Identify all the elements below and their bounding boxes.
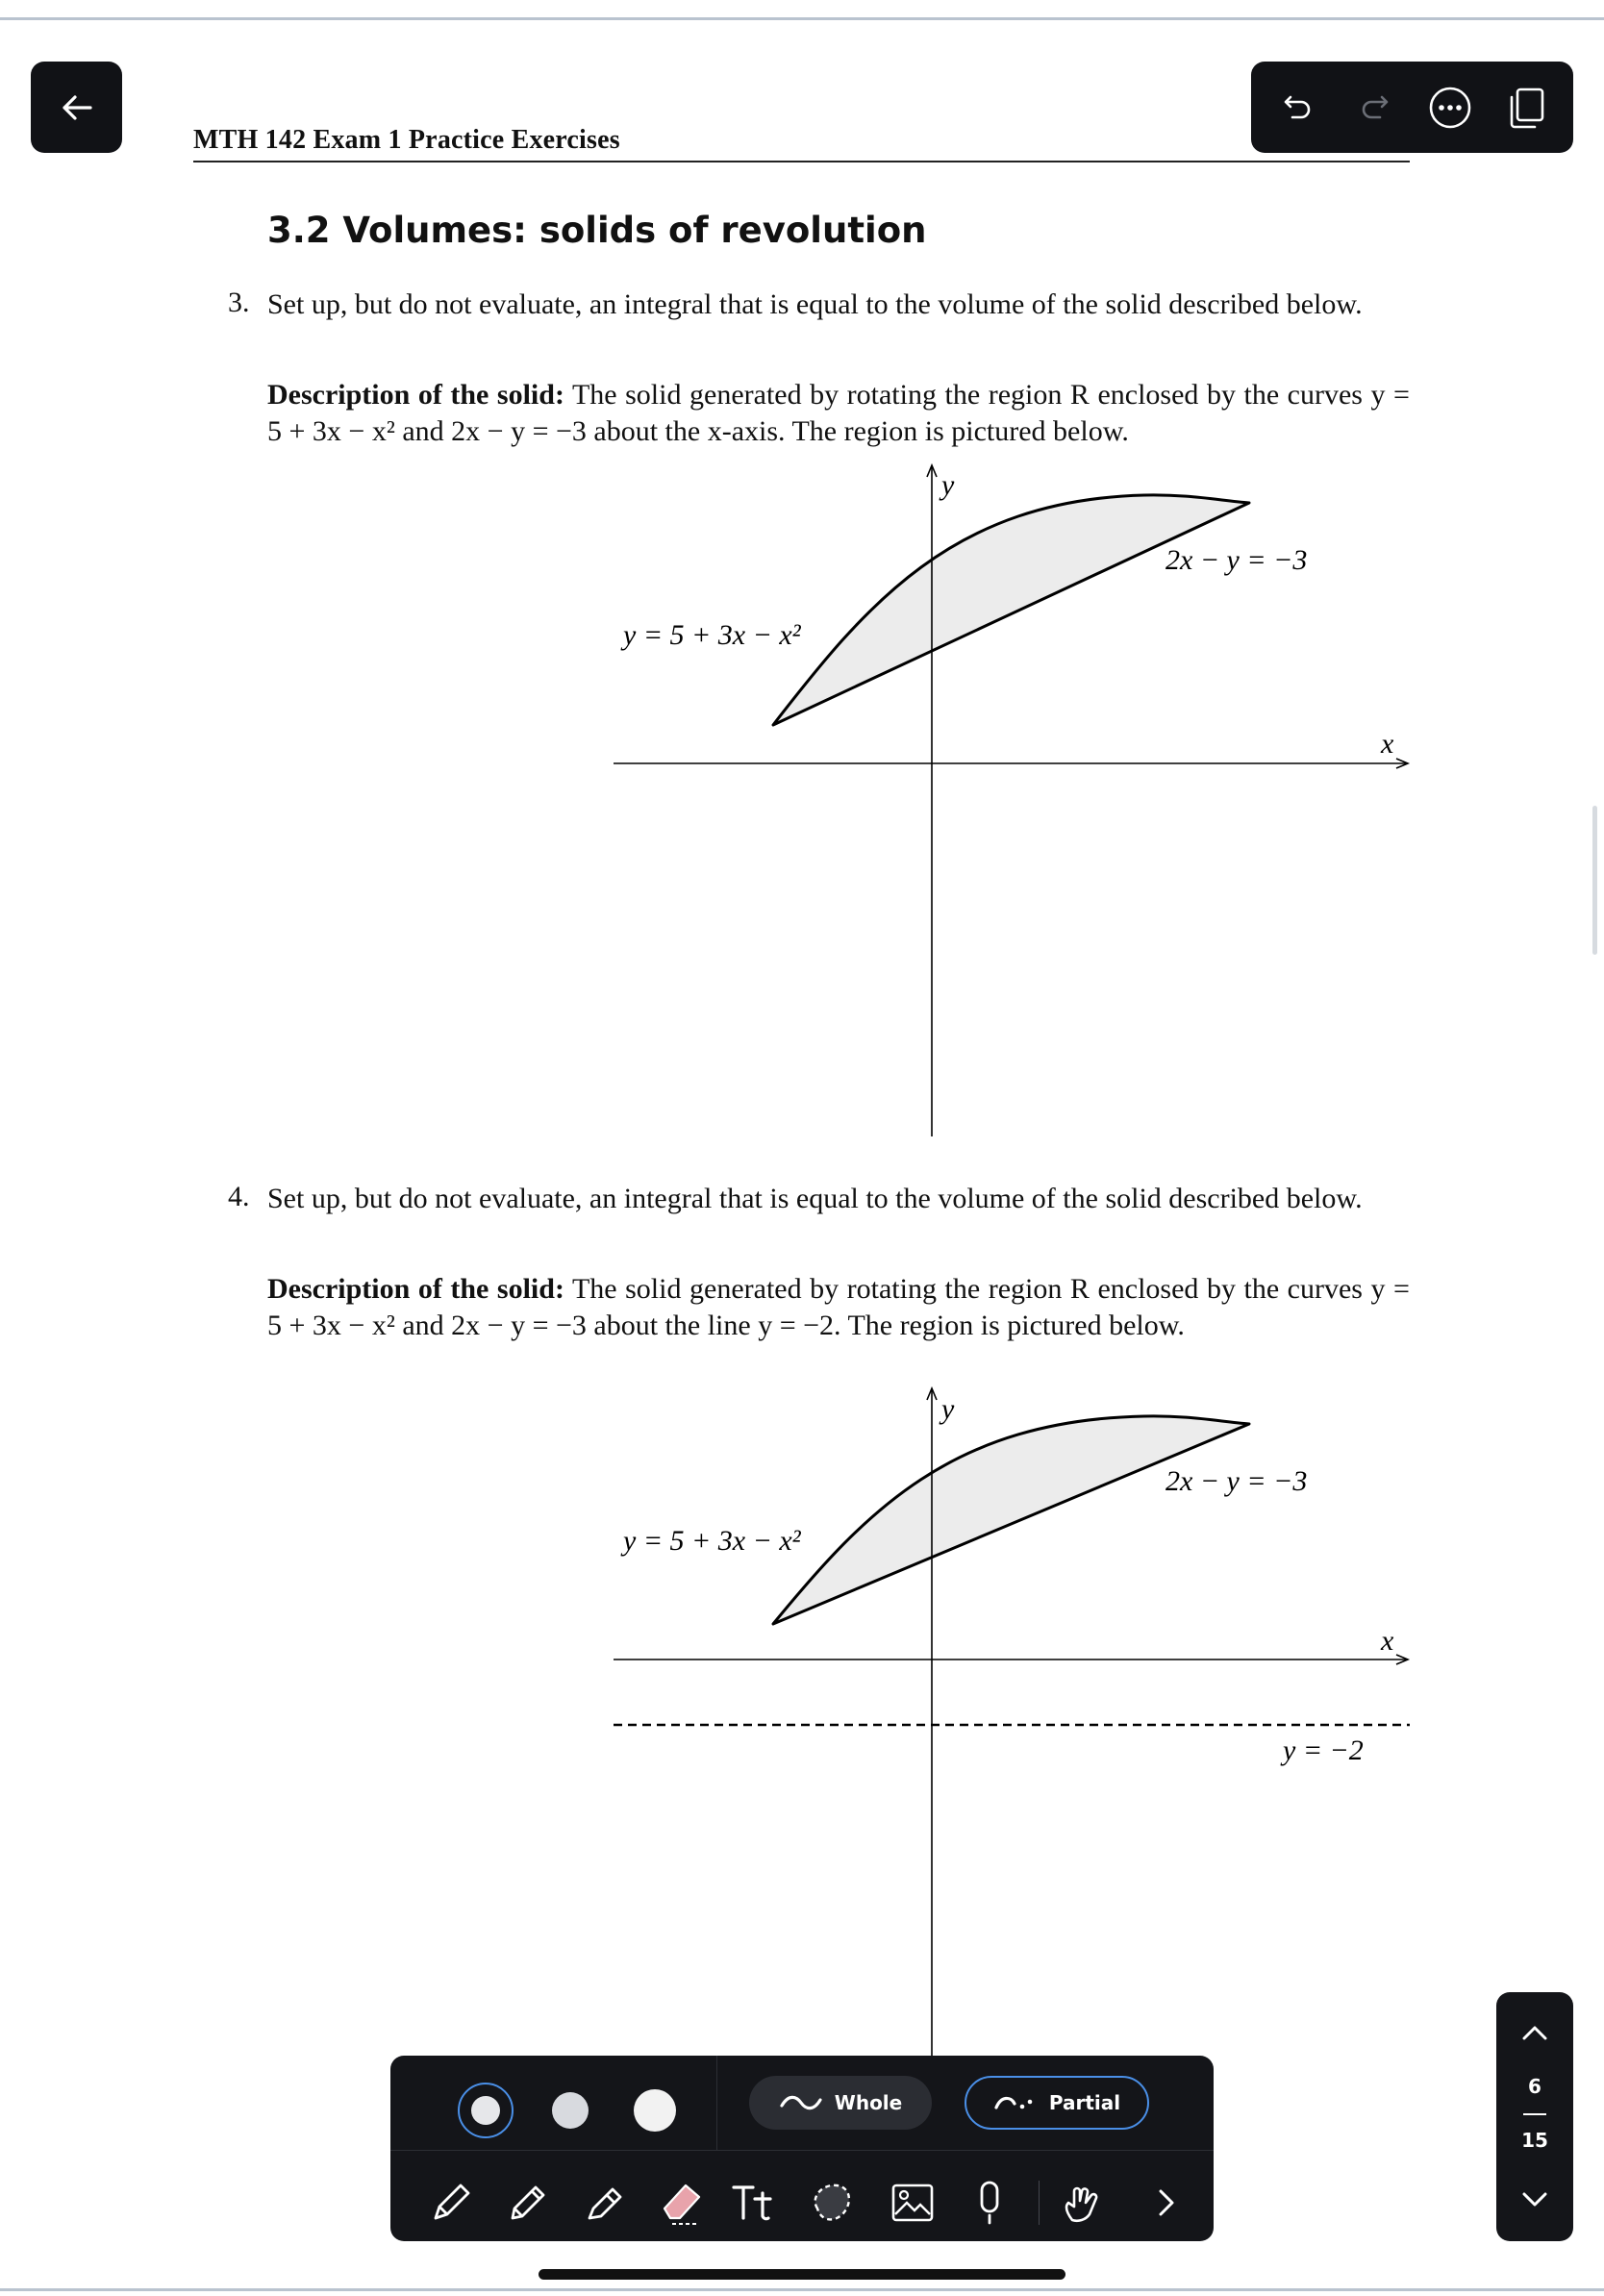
pen-size-dot: [552, 2092, 589, 2129]
toolbar-divider: [716, 2056, 717, 2150]
pen-tool[interactable]: [425, 2177, 477, 2229]
annotation-toolbar: [390, 2056, 1214, 2241]
document-header: MTH 142 Exam 1 Practice Exercises: [193, 125, 620, 155]
page-navigator: [1496, 1992, 1573, 2241]
page-divider: [1523, 2113, 1546, 2115]
y-axis-label: y: [941, 469, 955, 501]
arrow-left-icon: [58, 88, 96, 127]
top-toolbar: [1251, 62, 1573, 153]
section-title: 3.2 Volumes: solids of revolution: [267, 210, 927, 251]
header-rule: [193, 161, 1410, 162]
top-status-line: [0, 17, 1604, 20]
pen-size-dot: [471, 2096, 500, 2125]
pencil-icon: [505, 2180, 551, 2226]
tools-divider: [1039, 2181, 1040, 2225]
chevron-down-icon: [1520, 2190, 1549, 2209]
problem-4-desc-label: Description of the solid:: [267, 1273, 564, 1305]
more-options-button[interactable]: [1423, 81, 1477, 135]
chevron-up-icon: [1520, 2023, 1549, 2042]
problem-3-description: [267, 377, 1410, 450]
erase-mode-partial-button[interactable]: [965, 2076, 1149, 2130]
erase-mode-partial-label: Partial: [1048, 2091, 1121, 2114]
problem-4-prompt: Set up, but do not evaluate, an integral that is equal to the volume of the solid described below.: [267, 1183, 1363, 1214]
hand-tool[interactable]: [1056, 2177, 1108, 2229]
scroll-indicator[interactable]: [1592, 806, 1597, 955]
y-axis-label: y: [941, 1393, 955, 1425]
problem-3-desc-text: The solid generated by rotating the region R enclosed by the curves y = 5 + 3x − x² and 2x − y = −3 about the x-axis. The region is pictured below.: [267, 379, 1410, 447]
more-tools-button[interactable]: [1140, 2177, 1192, 2229]
microphone-icon: [970, 2179, 1009, 2227]
redo-button[interactable]: [1347, 81, 1401, 135]
curve-label: y = 5 + 3x − x²: [623, 1525, 801, 1557]
pen-size-small[interactable]: [458, 2083, 514, 2138]
rotation-axis-label: y = −2: [1283, 1734, 1364, 1766]
pen-size-medium[interactable]: [542, 2083, 598, 2138]
image-tool[interactable]: [887, 2177, 939, 2229]
x-axis-label: x: [1381, 728, 1394, 760]
total-pages: 15: [1521, 2129, 1548, 2152]
eraser-icon: [659, 2178, 705, 2228]
line-label: 2x − y = −3: [1165, 1465, 1308, 1497]
highlighter-tool[interactable]: [579, 2177, 631, 2229]
bottom-status-line: [0, 2288, 1604, 2291]
problem-3-number: 3.: [228, 287, 250, 318]
text-tool[interactable]: [729, 2177, 781, 2229]
problem-4-desc-text: The solid generated by rotating the region R enclosed by the curves y = 5 + 3x − x² and 2x − y = −3 about the line y = −2. The region is pictured below.: [267, 1273, 1410, 1341]
problem-4-description: [267, 1271, 1410, 1344]
lasso-tool[interactable]: [806, 2177, 858, 2229]
problem-3-desc-label: Description of the solid:: [267, 379, 564, 411]
pen-icon: [428, 2180, 474, 2226]
chevron-right-icon: [1152, 2185, 1181, 2220]
figure-4: [606, 1386, 1423, 2059]
undo-button[interactable]: [1271, 81, 1325, 135]
erase-mode-whole-button[interactable]: [749, 2076, 932, 2130]
image-icon: [890, 2182, 936, 2224]
copy-pages-icon: [1506, 86, 1546, 130]
pen-size-dot: [634, 2089, 676, 2132]
previous-page-button[interactable]: [1496, 2011, 1573, 2054]
problem-3-prompt: Set up, but do not evaluate, an integral that is equal to the volume of the solid described below.: [267, 288, 1363, 320]
next-page-button[interactable]: [1496, 2179, 1573, 2221]
partial-squiggle-icon: [993, 2092, 1038, 2113]
back-button[interactable]: [31, 62, 122, 153]
figure-3: [606, 462, 1423, 1144]
eraser-tool[interactable]: [656, 2177, 708, 2229]
region-r-fill: [773, 495, 1249, 725]
hand-pointer-icon: [1059, 2180, 1105, 2226]
pen-size-large[interactable]: [627, 2083, 683, 2138]
home-indicator[interactable]: [539, 2269, 1065, 2280]
microphone-tool[interactable]: [964, 2177, 1015, 2229]
curve-label: y = 5 + 3x − x²: [623, 619, 801, 651]
region-r-fill: [773, 1416, 1249, 1624]
redo-icon: [1357, 90, 1391, 125]
text-icon: [730, 2180, 780, 2226]
problem-4-number: 4.: [228, 1181, 250, 1212]
pencil-tool[interactable]: [502, 2177, 554, 2229]
x-axis-label: x: [1381, 1625, 1394, 1657]
line-label: 2x − y = −3: [1165, 544, 1308, 576]
highlighter-icon: [582, 2180, 628, 2226]
lasso-icon: [808, 2180, 856, 2226]
undo-icon: [1281, 90, 1316, 125]
squiggle-icon: [779, 2092, 823, 2113]
current-page: 6: [1528, 2075, 1541, 2098]
toolbar-divider-horizontal: [390, 2150, 1214, 2151]
erase-mode-whole-label: Whole: [834, 2091, 903, 2114]
pages-button[interactable]: [1499, 81, 1553, 135]
more-icon: [1428, 86, 1472, 130]
